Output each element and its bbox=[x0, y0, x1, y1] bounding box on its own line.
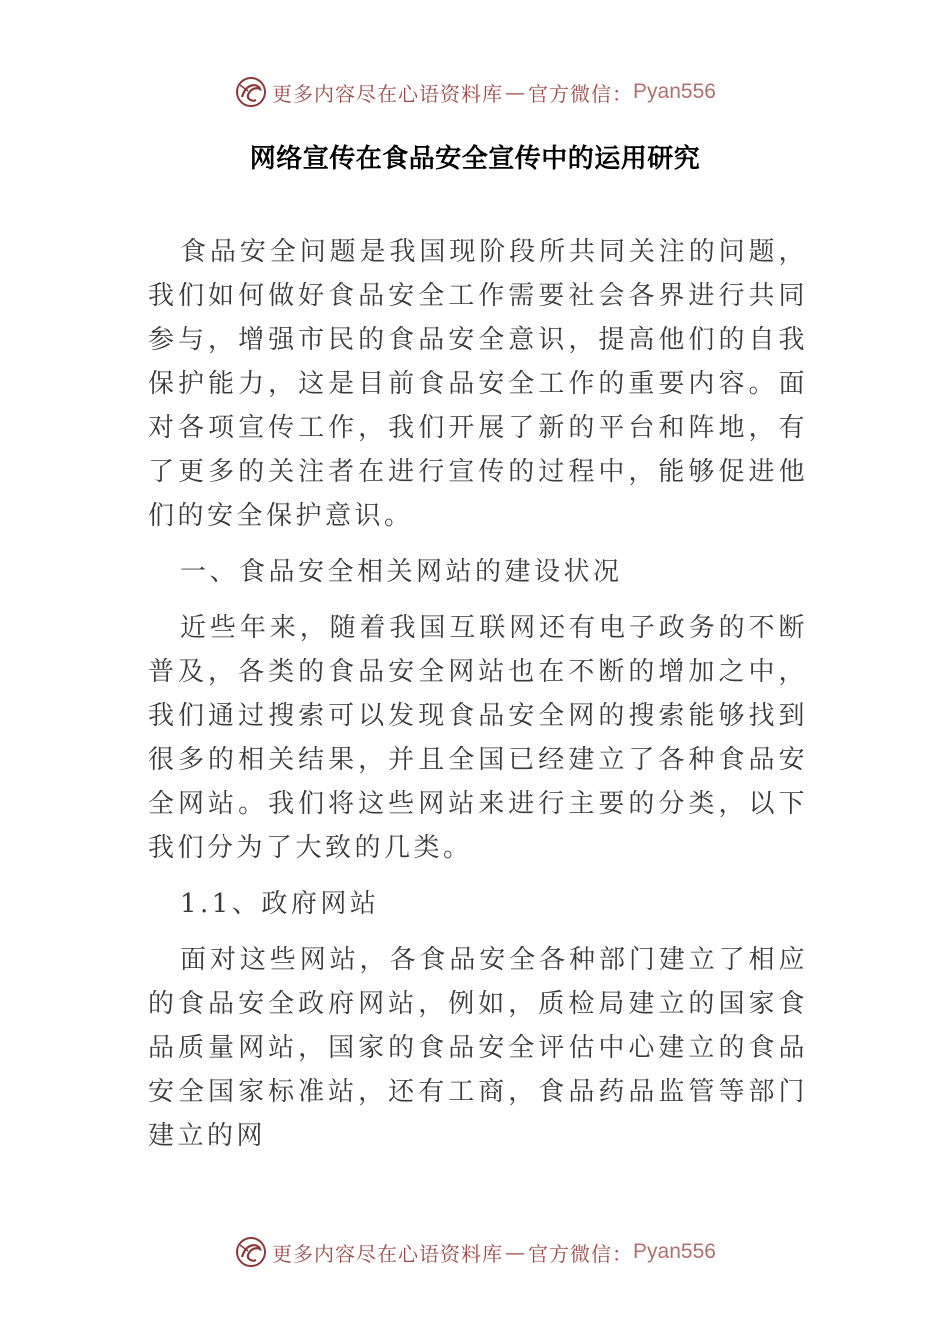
swirl-logo-icon bbox=[234, 75, 268, 109]
document-title: 网络宣传在食品安全宣传中的运用研究 bbox=[249, 144, 701, 174]
paragraph-subsection-1-1: 面对这些网站，各食品安全各种部门建立了相应的食品安全政府网站，例如，质检局建立的国家食品质量网站，国家的食品安全评估中心建立的食品安全国家标准站，还有工商，食品药品监管等部门建立的网 bbox=[148, 945, 808, 1151]
banner-wechat-id: Pyan556 bbox=[633, 1240, 716, 1263]
banner-text: 更多内容尽在心语资料库 bbox=[272, 81, 504, 106]
banner-separator: — bbox=[505, 80, 527, 104]
banner-separator: — bbox=[505, 1240, 527, 1264]
banner-wechat-label: 官方微信： bbox=[528, 81, 634, 106]
paragraph-section-1: 近些年来，随着我国互联网还有电子政务的不断普及，各类的食品安全网站也在不断的增加之中，我们通过搜索可以发现食品安全网的搜索能够找到很多的相关结果，并且全国已经建立了各种食品安全网站。我们将这些网站来进行主要的分类，以下我们分为了大致的几类。 bbox=[148, 613, 808, 863]
document-body bbox=[148, 230, 808, 1170]
subsection-heading-1-1: 1.1、政府网站 bbox=[180, 889, 380, 919]
banner-wechat-label: 官方微信： bbox=[528, 1241, 634, 1266]
banner-wechat-id: Pyan556 bbox=[633, 80, 716, 103]
swirl-logo-icon bbox=[234, 1235, 268, 1269]
paragraph-intro: 食品安全问题是我国现阶段所共同关注的问题，我们如何做好食品安全工作需要社会各界进行共同参与，增强市民的食品安全意识，提高他们的自我保护能力，这是目前食品安全工作的重要内容。面对各项宣传工作，我们开展了新的平台和阵地，有了更多的关注者在进行宣传的过程中，能够促进他们的安全保护意识。 bbox=[148, 237, 808, 531]
section-heading-1: 一、食品安全相关网站的建设状况 bbox=[180, 557, 623, 587]
header-watermark-banner bbox=[0, 72, 950, 112]
footer-watermark-banner bbox=[0, 1232, 950, 1272]
banner-text: 更多内容尽在心语资料库 bbox=[272, 1241, 504, 1266]
